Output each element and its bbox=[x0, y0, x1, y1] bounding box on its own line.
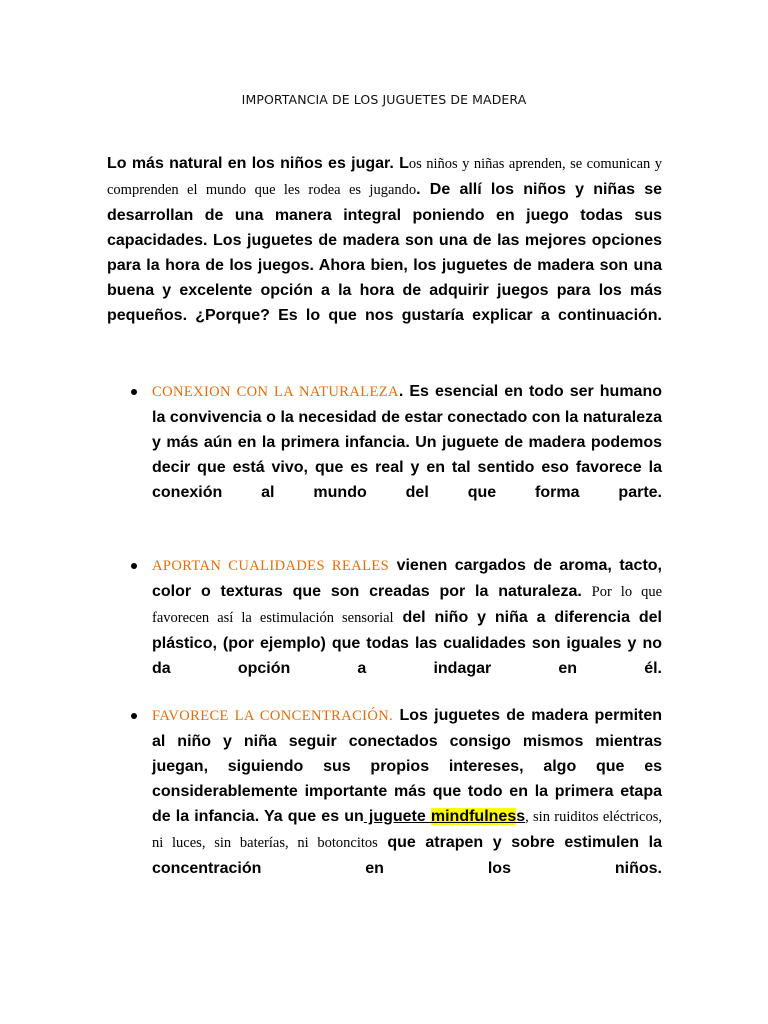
highlighted-word: mindfulnes bbox=[430, 808, 517, 825]
bullet-text: del niño y niña a diferencia del plástico, (por ejemplo) que todas las cualidades son iguales y no da opción a indagar en él. bbox=[152, 609, 663, 677]
bullet-heading: APORTAN CUALIDADES REALES bbox=[152, 558, 390, 574]
underlined-text bbox=[364, 808, 525, 825]
bullet-naturaleza bbox=[152, 379, 662, 530]
intro-body: . De allí los niños y niñas se desarrollan de una manera integral poniendo en juego todas sus capacidades. Los juguetes de madera son una de las mejores opciones para la hora de los juegos. Ahora bien, los juguetes de madera son una buena y excelente opción a la hora de adquirir juegos para los más pequeños. ¿Porque? Es lo que nos gustaría explicar a continuación. bbox=[107, 181, 663, 324]
bullet-text: Los juguetes de madera permiten al niño y niña seguir conectados consigo mismos mientras juegan, siguiendo sus propios intereses, algo que es considerablemente importante más que todo en la primera etapa de la infancia. Ya que es un bbox=[152, 707, 663, 825]
underlined-word: juguete bbox=[363, 808, 431, 825]
bullet-text: que atrapen y sobre estimulen la concentración en los niños. bbox=[152, 834, 662, 877]
bullet-text: . Es esencial en todo ser humano la convivencia o la necesidad de estar conectado con la naturaleza y más aún en la primera infancia. Un juguete de madera podemos decir que está vivo, que es real y en tal sentido eso favorece la conexión al mundo del que forma parte. bbox=[152, 383, 663, 501]
intro-paragraph bbox=[107, 151, 662, 353]
bullet-heading: FAVORECE LA CONCENTRACIÓN. bbox=[152, 708, 394, 724]
bullet-dot bbox=[131, 389, 137, 395]
document-title: IMPORTANCIA DE LOS JUGUETES DE MADERA bbox=[241, 92, 527, 107]
bullet-dot bbox=[131, 713, 137, 719]
bullet-concentracion bbox=[152, 703, 662, 906]
bullet-serif-text: , sin ruiditos eléctricos, ni luces, sin baterías, ni botoncitos bbox=[152, 809, 663, 851]
bullet-dot bbox=[131, 563, 137, 569]
bullet-serif-text: Por lo que favorecen así la estimulación sensorial bbox=[152, 584, 663, 626]
bullet-text: vienen cargados de aroma, tacto, color o texturas que son creadas por la naturaleza. bbox=[152, 557, 662, 600]
intro-lead: Lo más natural en los niños es jugar. L bbox=[107, 155, 409, 172]
intro-serif-text: os niños y niñas aprenden, se comunican y comprenden el mundo que les rodea es jugando bbox=[107, 156, 662, 198]
highlight-suffix: s bbox=[516, 808, 526, 825]
bullet-cualidades bbox=[152, 553, 662, 706]
bullet-heading: CONEXION CON LA NATURALEZA bbox=[152, 384, 399, 400]
